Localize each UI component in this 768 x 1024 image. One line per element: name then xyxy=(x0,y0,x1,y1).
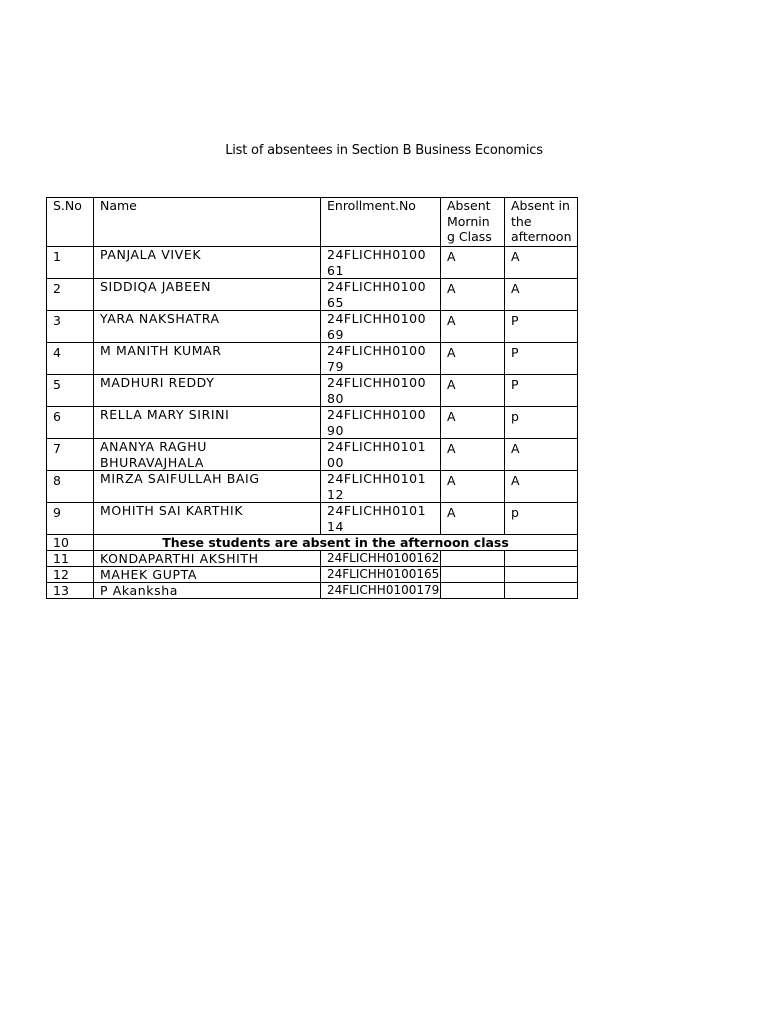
cell-absent-afternoon xyxy=(505,583,578,599)
table-row xyxy=(47,503,578,535)
table-row xyxy=(47,407,578,439)
cell-absent-afternoon: p xyxy=(505,503,578,535)
cell-sno: 4 xyxy=(47,343,94,375)
cell-enrollment: 24FLICHH010100 xyxy=(321,439,441,471)
cell-sno: 10 xyxy=(47,535,94,551)
cell-sno: 11 xyxy=(47,551,94,567)
cell-name: PANJALA VIVEK xyxy=(94,247,321,279)
cell-name: MOHITH SAI KARTHIK xyxy=(94,503,321,535)
table-row xyxy=(47,343,578,375)
cell-enrollment: 24FLICHH010090 xyxy=(321,407,441,439)
cell-absent-afternoon: P xyxy=(505,375,578,407)
cell-enrollment: 24FLICHH010114 xyxy=(321,503,441,535)
afternoon-note: These students are absent in the afternoon class xyxy=(94,535,578,551)
table-row xyxy=(47,583,578,599)
header-enrollment: Enrollment.No xyxy=(321,198,441,247)
cell-enrollment: 24FLICHH010079 xyxy=(321,343,441,375)
cell-sno: 2 xyxy=(47,279,94,311)
cell-sno: 1 xyxy=(47,247,94,279)
table-row xyxy=(47,439,578,471)
table-row xyxy=(47,551,578,567)
cell-absent-morning: A xyxy=(441,375,505,407)
cell-enrollment: 24FLICHH010080 xyxy=(321,375,441,407)
cell-enrollment: 24FLICHH010112 xyxy=(321,471,441,503)
cell-absent-afternoon: A xyxy=(505,439,578,471)
cell-absent-morning xyxy=(441,551,505,567)
cell-sno: 9 xyxy=(47,503,94,535)
header-sno: S.No xyxy=(47,198,94,247)
cell-name: MIRZA SAIFULLAH BAIG xyxy=(94,471,321,503)
cell-enrollment: 24FLICHH0100162 xyxy=(321,551,441,567)
cell-absent-afternoon xyxy=(505,551,578,567)
cell-name: P Akanksha xyxy=(94,583,321,599)
table-header-row xyxy=(47,198,578,247)
cell-absent-afternoon: P xyxy=(505,311,578,343)
cell-absent-afternoon: A xyxy=(505,279,578,311)
cell-absent-afternoon: A xyxy=(505,247,578,279)
cell-name: M MANITH KUMAR xyxy=(94,343,321,375)
cell-absent-morning: A xyxy=(441,407,505,439)
cell-name: KONDAPARTHI AKSHITH xyxy=(94,551,321,567)
cell-enrollment: 24FLICHH0100179 xyxy=(321,583,441,599)
cell-absent-morning: A xyxy=(441,439,505,471)
cell-sno: 13 xyxy=(47,583,94,599)
header-absent-morning: Absent Mornin g Class xyxy=(441,198,505,247)
header-absent-afternoon: Absent in the afternoon xyxy=(505,198,578,247)
cell-name: ANANYA RAGHU BHURAVAJHALA xyxy=(94,439,321,471)
cell-absent-afternoon xyxy=(505,567,578,583)
table-row xyxy=(47,567,578,583)
header-name: Name xyxy=(94,198,321,247)
table-row xyxy=(47,375,578,407)
absentees-table xyxy=(46,197,578,599)
table-row xyxy=(47,311,578,343)
cell-absent-afternoon: P xyxy=(505,343,578,375)
cell-name: MAHEK GUPTA xyxy=(94,567,321,583)
cell-sno: 12 xyxy=(47,567,94,583)
cell-sno: 3 xyxy=(47,311,94,343)
cell-absent-morning: A xyxy=(441,279,505,311)
cell-name: MADHURI REDDY xyxy=(94,375,321,407)
table-body xyxy=(47,198,578,599)
table-row xyxy=(47,247,578,279)
table-row xyxy=(47,471,578,503)
cell-absent-morning xyxy=(441,583,505,599)
cell-sno: 8 xyxy=(47,471,94,503)
cell-enrollment: 24FLICHH010065 xyxy=(321,279,441,311)
cell-enrollment: 24FLICHH010061 xyxy=(321,247,441,279)
cell-absent-morning: A xyxy=(441,343,505,375)
document-title: List of absentees in Section B Business Economics xyxy=(225,143,543,158)
cell-absent-morning xyxy=(441,567,505,583)
table-row-note xyxy=(47,535,578,551)
cell-enrollment: 24FLICHH0100165 xyxy=(321,567,441,583)
cell-absent-morning: A xyxy=(441,503,505,535)
table-row xyxy=(47,279,578,311)
cell-sno: 5 xyxy=(47,375,94,407)
cell-name: YARA NAKSHATRA xyxy=(94,311,321,343)
cell-absent-afternoon: p xyxy=(505,407,578,439)
cell-name: RELLA MARY SIRINI xyxy=(94,407,321,439)
cell-sno: 6 xyxy=(47,407,94,439)
cell-name: SIDDIQA JABEEN xyxy=(94,279,321,311)
cell-absent-morning: A xyxy=(441,471,505,503)
cell-enrollment: 24FLICHH010069 xyxy=(321,311,441,343)
cell-absent-morning: A xyxy=(441,247,505,279)
cell-absent-afternoon: A xyxy=(505,471,578,503)
cell-absent-morning: A xyxy=(441,311,505,343)
cell-sno: 7 xyxy=(47,439,94,471)
